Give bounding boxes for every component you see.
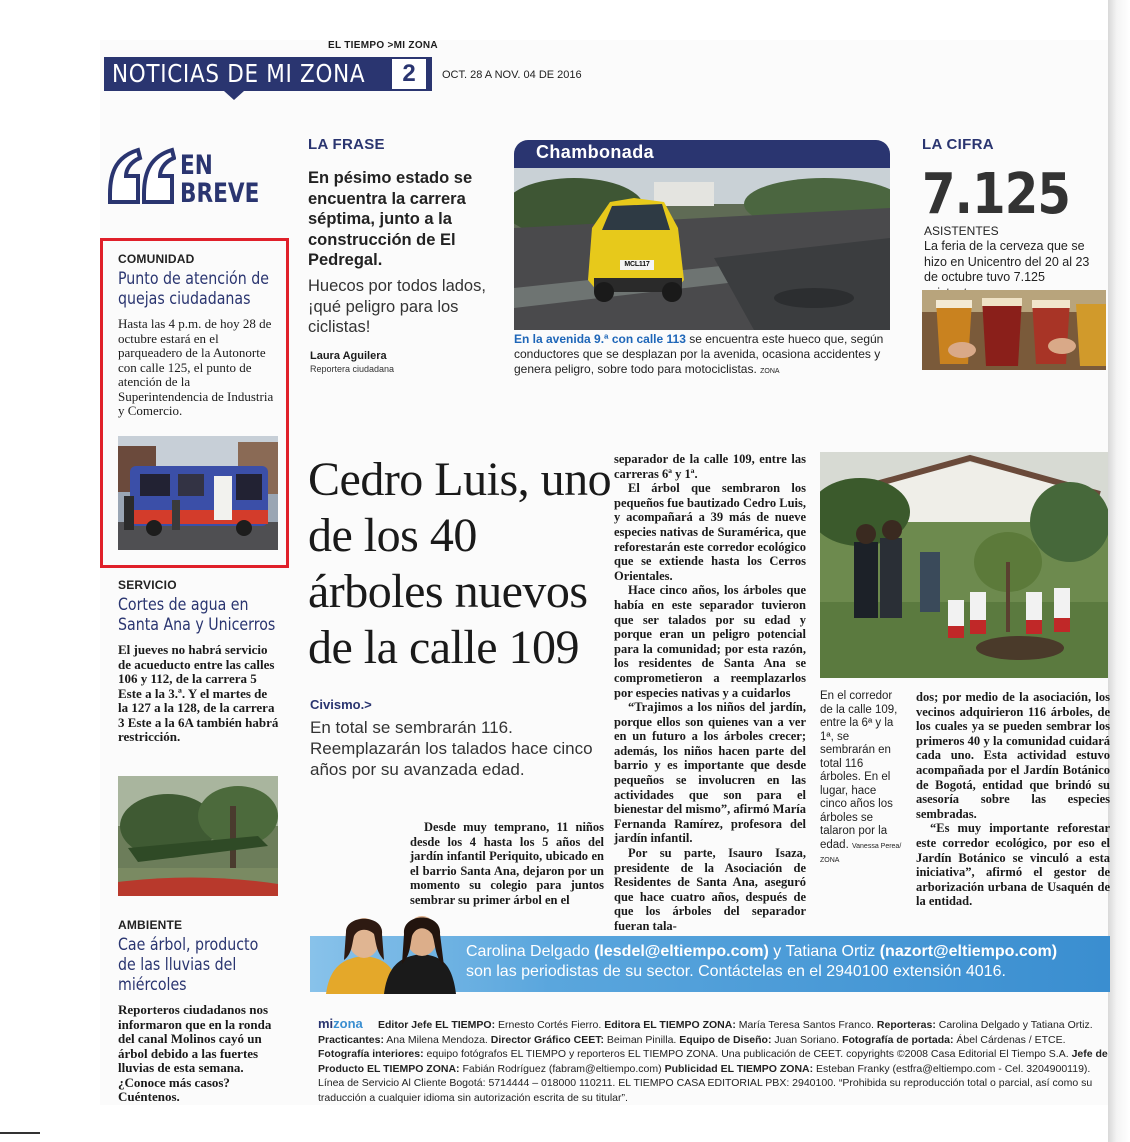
cifra-number: 7.125 <box>922 162 1071 227</box>
quote-marks-icon <box>104 140 176 212</box>
caption-text: se encuentra este hueco que, según conductores que se desplazan por la avenida, ocasiona accidentes y genera peligro, sobre todo para motociclistas. <box>514 332 884 376</box>
credit-value: Ernesto Cortés Fierro. <box>495 1019 605 1031</box>
brief-comunidad <box>118 252 280 419</box>
credit-value: María Teresa Santos Franco. <box>735 1019 877 1031</box>
beer-photo <box>922 290 1106 370</box>
article-column-2 <box>614 452 806 934</box>
paragraph: “Es muy importante reforestar este corredor ecológico, por eso el Jardín Botánico se vinculó a esta iniciativa”, afirmó el gestor de arborización urbana de Usaquén de la entidad. <box>916 821 1110 909</box>
brief-body: Hasta las 4 p.m. de hoy 28 de octubre estará en el parqueadero de la Autonorte con calle 125, el punto de atención de la Superintendencia de Industria y Comercio. <box>118 316 274 418</box>
chambonada-label: Chambonada <box>536 142 655 162</box>
bus-photo <box>118 436 278 550</box>
frase-author: Laura Aguilera <box>310 350 387 362</box>
cifra-description: La feria de la cerveza que se hizo en Unicentro del 20 al 23 de octubre tuvo 7.125 <box>924 239 1090 284</box>
cifra-kicker: LA CIFRA <box>922 136 994 153</box>
header-notch <box>224 91 244 100</box>
section-header <box>104 57 432 91</box>
paragraph: El árbol que sembraron los pequeños fue bautizado Cedro Luis, y acompañará a 39 más de nueve especies nativas de Suramérica, que reforestarán este corredor ecológico que se extiende hasta los Cerros Orientales. <box>614 481 806 583</box>
staff-credits <box>318 1018 1108 1106</box>
scan-mark <box>0 1132 40 1134</box>
credit-label: Fotografía de portada: <box>842 1033 954 1046</box>
credit-value: equipo fotógrafos EL TIEMPO y reporteros EL TIEMPO ZONA. Una publicación de CEET. copyrights ©2008 Casa Editorial El Tiempo S.A. <box>423 1048 1072 1061</box>
caption-credit: ZONA <box>760 368 780 375</box>
credit-label: Publicidad EL TIEMPO ZONA: <box>664 1062 814 1075</box>
frase-role: Reportera ciudadana <box>310 364 395 374</box>
paragraph: Hace cinco años, los árboles que había en este separador tuvieron que ser talados por su edad y porque eran un peligro potencial para la comunidad; por esta razón, los residentes de Santa Ana se comprometieron a reemplazarlos por especies nativas y a cuidarlos <box>614 583 806 700</box>
paragraph: dos; por medio de la asociación, los vecinos adquirieron 116 árboles, de los cuales ya se pueden sembrar los primeros 40 y la comunidad cuidará cada uno. Esta actividad estuvo acompañada por el Jardín Botánico de Bogotá, entidad que brindó su asesoría sobre las especies sembradas. <box>916 690 1110 821</box>
en-breve-text <box>180 152 259 208</box>
brand-label: EL TIEMPO >MI ZONA <box>328 40 438 51</box>
reporter-name-2: Tatiana Ortiz <box>785 943 876 960</box>
article-headline: Cedro Luis, uno de los 40 árboles nuevos de la calle 109 <box>308 453 612 674</box>
paragraph: separador de la calle 109, entre las carreras 6ª y 1ª. <box>614 452 806 481</box>
pothole-photo <box>514 168 890 330</box>
paragraph: “Trajimos a los niños del jardín, porque ellos son quienes van a ver en un futuro a los árboles crecer; además, los niños hacen parte del barrio y es importante que desde pequeños se involucren en las actividades que son para el bienestar del mismo”, afirmó María Fernanda Ramírez, profesora del jardín infantil. <box>614 700 806 846</box>
fallen-tree-photo <box>118 776 278 896</box>
brief-ambiente <box>118 918 280 1105</box>
reporter-email-2: (nazort@eltiempo.com) <box>879 943 1058 960</box>
chambonada-caption <box>514 332 894 379</box>
frase-sub: Huecos por todos lados, ¡qué peligro para los ciclistas! <box>308 277 486 336</box>
issue-date: OCT. 28 A NOV. 04 DE 2016 <box>442 69 582 81</box>
reporters-text <box>466 942 1106 982</box>
brief-title: Cae árbol, producto de las lluvias del miércoles <box>118 935 259 994</box>
reporter-email-1: (lesdel@eltiempo.com) <box>594 943 769 960</box>
article-section: Civismo.> <box>310 697 372 712</box>
article-column-3 <box>916 690 1110 909</box>
article-deck: En total se sembrarán 116. Reemplazarán los talados hace cinco años por su avanzada edad. <box>310 718 593 779</box>
brief-kicker: SERVICIO <box>118 578 177 592</box>
caption-lead: En la avenida 9.ª con calle 113 <box>514 332 686 346</box>
article-column-1 <box>410 820 604 908</box>
brief-servicio <box>118 578 280 745</box>
credit-value: Carolina Delgado y Tatiana Ortiz. <box>935 1019 1093 1031</box>
page-edge-shadow <box>1108 0 1130 1142</box>
brief-title: Cortes de agua en Santa Ana y Unicerros <box>118 595 276 634</box>
en-breve-line1: EN <box>180 150 213 181</box>
caption-text: En el corredor de la calle 109, entre la 6ª y la 1ª, se sembrarán en total 116 árboles. En el lugar, hace cinco años los árboles se talaron por la edad. <box>820 690 898 851</box>
brief-title: Punto de atención de quejas ciudadanas <box>118 269 269 308</box>
logo-zona: zona <box>333 1016 363 1031</box>
reporters-photo <box>326 914 456 994</box>
brief-kicker: COMUNIDAD <box>118 252 195 266</box>
credit-label: Equipo de Diseño: <box>679 1033 772 1046</box>
en-breve-line2: BREVE <box>180 178 260 209</box>
en-breve-label <box>104 140 284 220</box>
credit-label: Editora EL TIEMPO ZONA: <box>604 1019 736 1031</box>
credit-label: Fotografía interiores: <box>318 1048 424 1061</box>
credit-label: Practicantes: <box>318 1033 384 1046</box>
brief-body: Reporteros ciudadanos nos informaron que en la ronda del canal Molinos cayó un árbol debido a las fuertes lluvias de esta semana. ¿Conoce más casos? Cuéntenos. <box>118 1002 272 1104</box>
logo-mi: mi <box>318 1016 334 1031</box>
credit-label: Jefe de Producto EL TIEMPO ZONA: <box>318 1048 1108 1075</box>
children-planting-photo <box>820 452 1108 678</box>
credit-label: Reporteras: <box>876 1019 936 1031</box>
article-photo-caption <box>820 690 906 868</box>
caption-credit: Vanessa Perea/ ZONA <box>820 842 902 864</box>
frase-kicker: LA FRASE <box>308 136 385 153</box>
cifra-unit: ASISTENTES <box>924 224 999 238</box>
credit-value: Juan Soriano. <box>771 1033 843 1046</box>
credit-value: Ábel Cárdenas / ETCE. <box>953 1033 1066 1046</box>
paragraph: Desde muy temprano, 11 niños desde los 4 hasta los 5 años del jardín infantil Periquito, ubicado en el barrio Santa Ana, dejaron por un momento su colegio para juntos sembrar su primer árbol en el <box>410 820 604 907</box>
credit-value: Fabián Rodríguez (fabram@eltiempo.com) <box>459 1062 665 1075</box>
reporter-name-1: Carolina Delgado <box>466 943 590 960</box>
brief-body: El jueves no habrá servicio de acueducto entre las calles 106 y 112, de la carrera 5 Este a la 3.ª. Y el martes de la 127 a la 128, de la carrera 3 Este a la 6A también habrá restricción. <box>118 642 279 744</box>
frase-quote: En pésimo estado se encuentra la carrera séptima, junto a la construcción de El Pedregal. <box>308 169 473 269</box>
credit-value: Esteban Franky (estfra@eltiempo.com - Cel. 3204900119). Línea de Servicio Al Cliente Bogotá: 5714444 – 018000 110211. EL TIEMPO CASA EDITORIAL PBX: 2940100. “Prohibida su reproducción total o parcial, así como su traducción a cualquier idioma sin autorización escrita de su titular”. <box>318 1062 1093 1104</box>
credit-label: Editor Jefe EL TIEMPO: <box>378 1019 496 1031</box>
credit-value: Ana Milena Mendoza. <box>383 1033 491 1046</box>
reporters-contact: son las periodistas de su sector. Contáctelas en el 2940100 extensión 4016. <box>466 963 1006 980</box>
reporter-join: y <box>768 943 786 960</box>
credit-value: Beiman Pinilla. <box>603 1033 680 1046</box>
paragraph: Por su parte, Isauro Isaza, presidente de la Asociación de Residentes de Santa Ana, aseguró que hace cuatro años, después de que los árboles del separador fueran tala- <box>614 846 806 933</box>
credits-text <box>318 1019 1108 1104</box>
brief-kicker: AMBIENTE <box>118 918 183 932</box>
credit-label: Director Gráfico CEET: <box>490 1033 604 1046</box>
license-plate: MCL117 <box>624 261 650 268</box>
page-number: 2 <box>392 59 426 89</box>
section-title: NOTICIAS DE MI ZONA <box>112 59 366 88</box>
